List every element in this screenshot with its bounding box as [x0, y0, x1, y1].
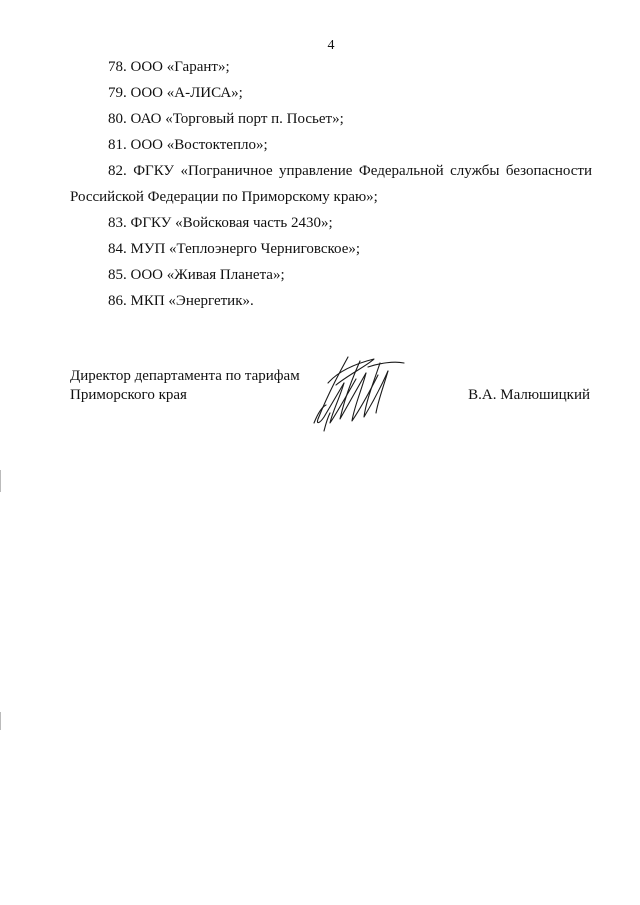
list-item: 86. МКП «Энергетик». [108, 293, 254, 309]
organization-list [70, 54, 592, 314]
signatory-title [70, 367, 300, 405]
list-item: 85. ООО «Живая Планета»; [108, 267, 285, 283]
signatory-name: В.А. Малюшицкий [468, 387, 590, 403]
list-item-multiline [70, 158, 592, 210]
scan-edge-mark [0, 470, 1, 492]
list-item: 80. ОАО «Торговый порт п. Посьет»; [108, 111, 344, 127]
list-item-line: Российской Федерации по Приморскому краю»; [70, 189, 378, 205]
signature-block [70, 367, 590, 447]
list-item: 84. МУП «Теплоэнерго Черниговское»; [108, 241, 361, 257]
list-item: 81. ООО «Востоктепло»; [108, 137, 268, 153]
page-number: 4 [327, 38, 335, 53]
list-item: 78. ООО «Гарант»; [108, 59, 230, 75]
handwritten-signature [308, 353, 408, 437]
list-item-line: 82. ФГКУ «Пограничное управление Федеральной службы безопасности [108, 163, 592, 179]
signatory-title-line: Приморского края [70, 387, 187, 403]
scan-edge-mark [0, 712, 1, 730]
list-item: 79. ООО «А-ЛИСА»; [108, 85, 243, 101]
signatory-title-line: Директор департамента по тарифам [70, 368, 300, 384]
list-item: 83. ФГКУ «Войсковая часть 2430»; [108, 215, 333, 231]
